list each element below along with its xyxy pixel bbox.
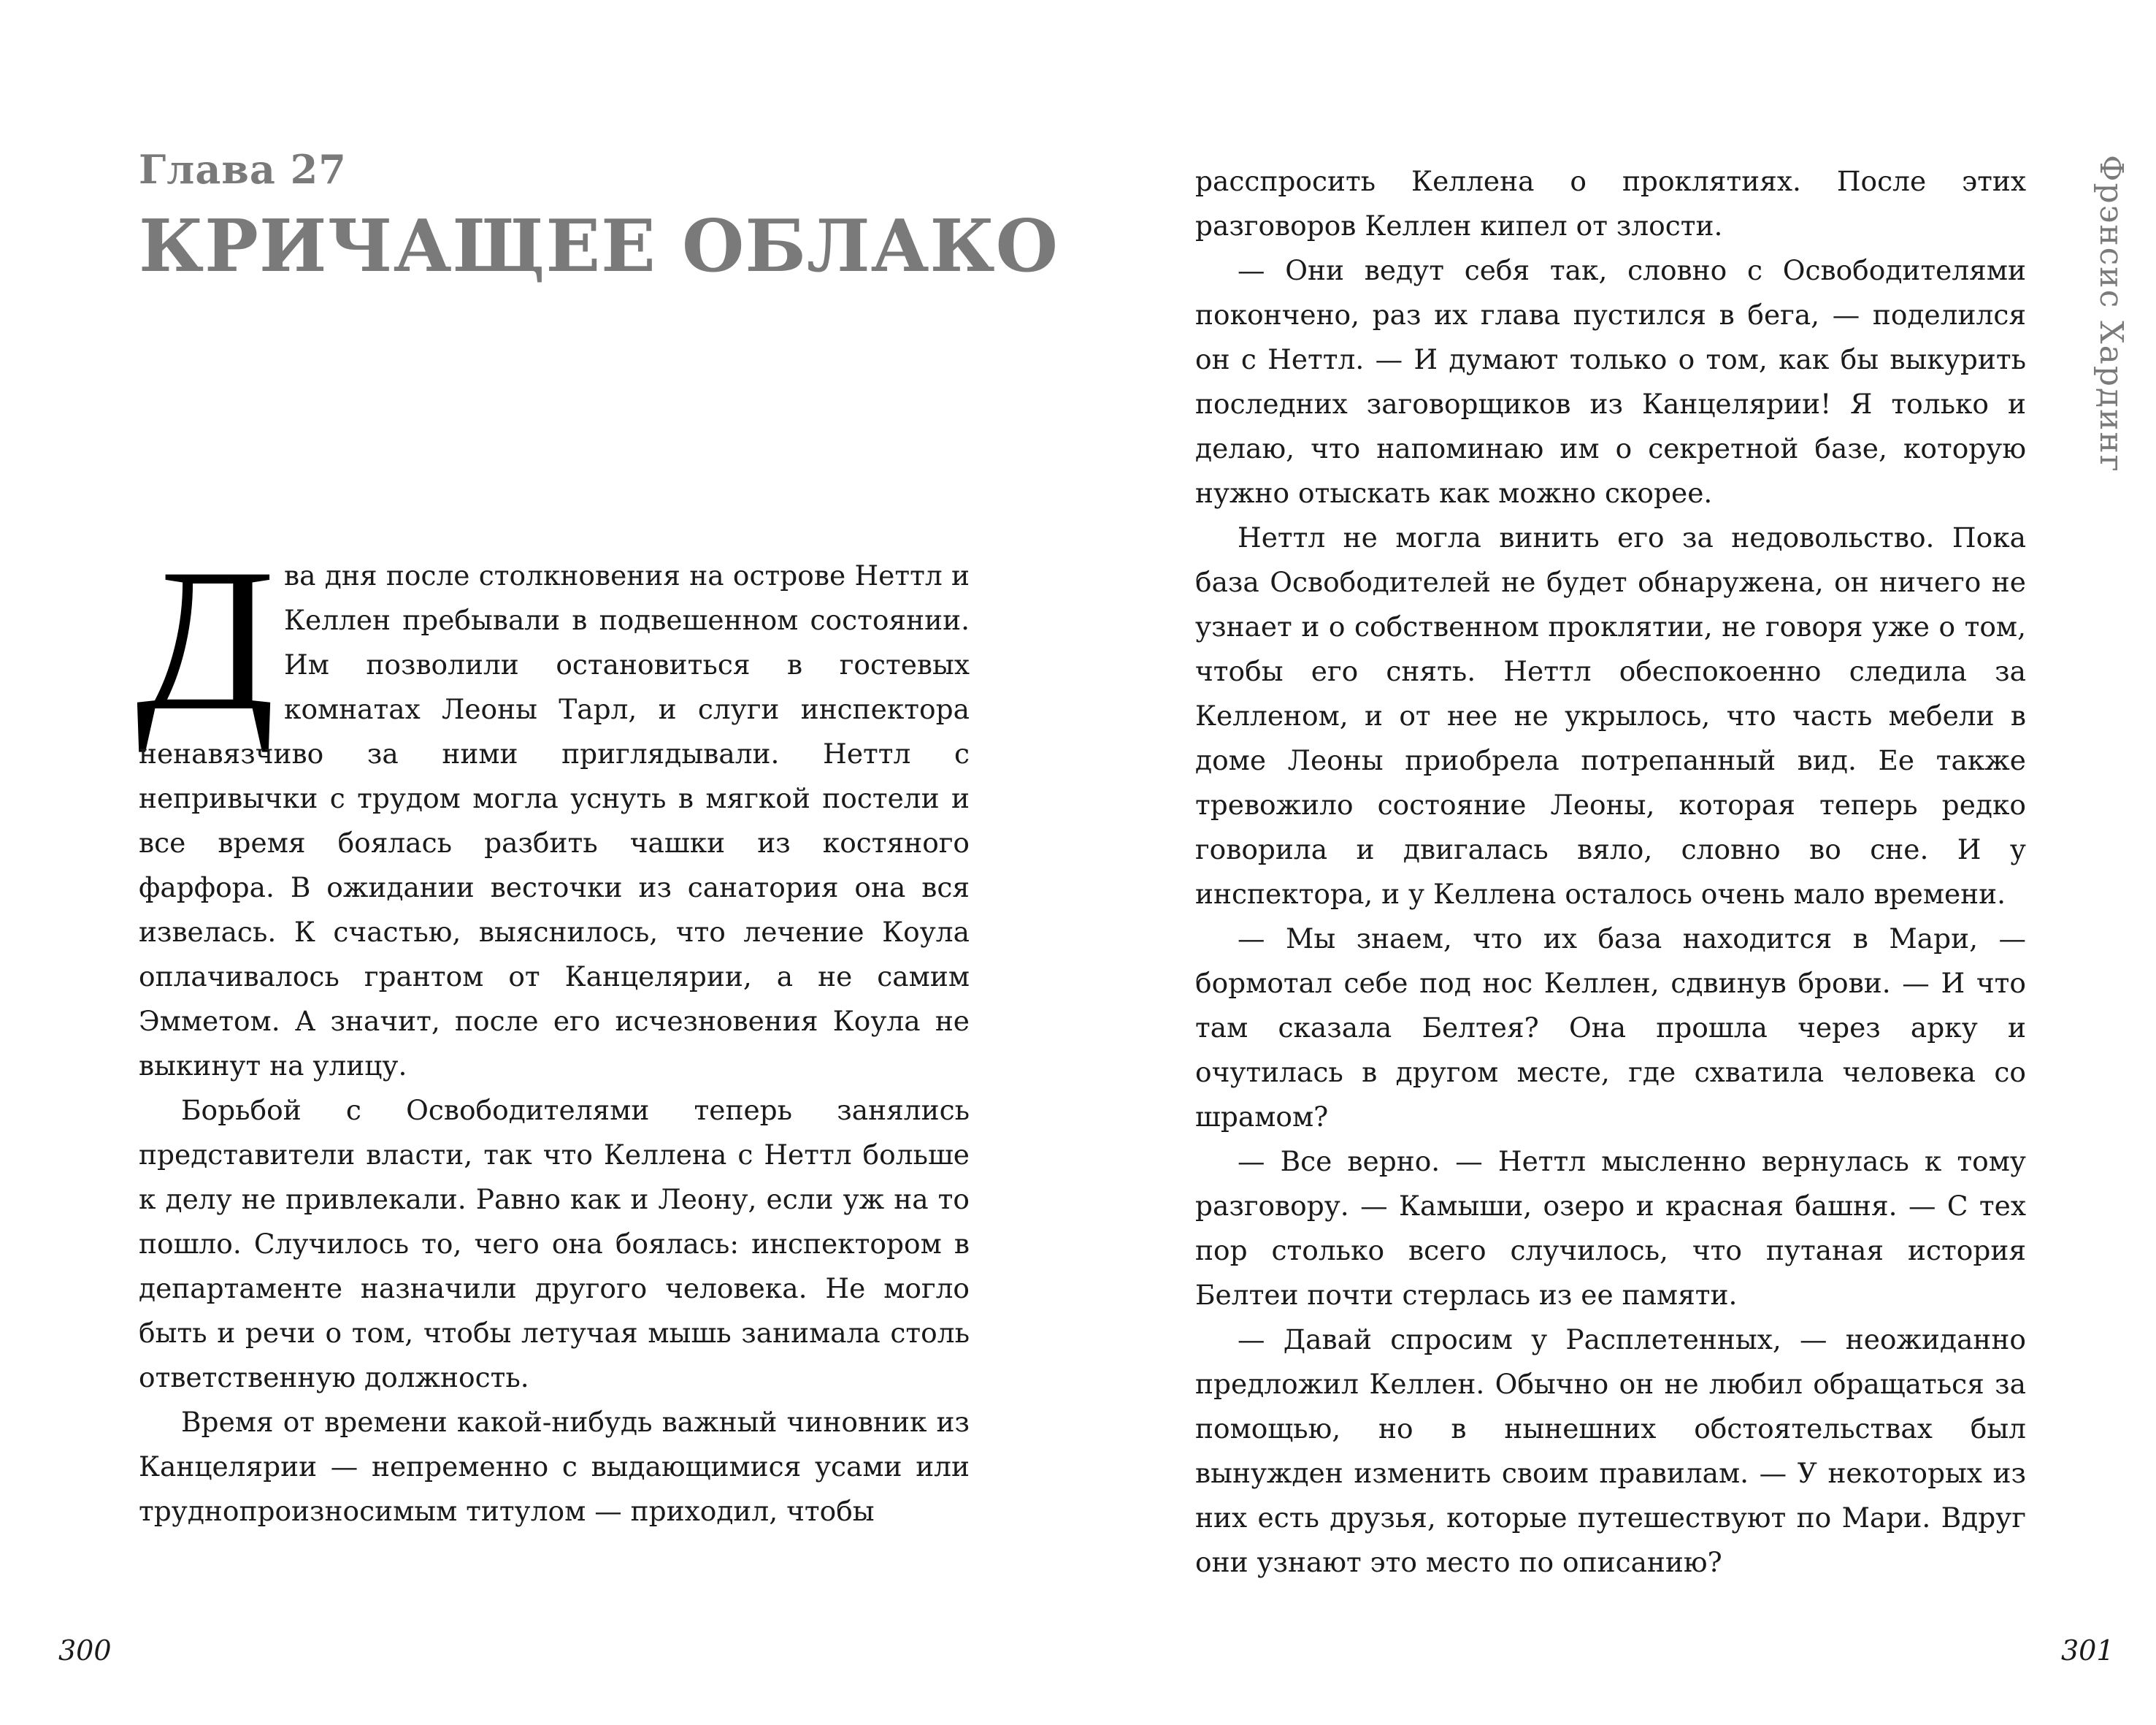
paragraph: Неттл не могла винить его за недовольство. Пока база Освободителей не будет обнаружена, он ничего не узнает и о собственном проклятии, не говоря уже о том, чтобы его снять. Неттл обеспокоенно следила за Келленом, и от нее не укрылось, что часть мебели в доме Леоны приобрела потрепанный вид. Ее также тревожило состояние Леоны, которая теперь редко говорила и двигалась вяло, словно во сне. И у инспектора, и у Келлена осталось очень мало времени. bbox=[1195, 521, 2026, 910]
paragraph-text: ва дня после столкновения на острове Неттл и Келлен пребывали в подвешенном состоянии. Им позволили остановиться в гостевых комнатах Леоны Тарл, и слуги инспектора ненавязчиво за ними приглядывали. Неттл с непривычки с трудом могла уснуть в мягкой постели и все время боялась разбить чашки из костяного фарфора. В ожидании весточки из санатория она вся извелась. К счастью, выяснилось, что лечение Коула оплачивалось грантом от Канцелярии, а не самим Эмметом. А значит, после его исчезновения Коула не выкинут на улицу. bbox=[139, 559, 970, 1082]
paragraph: Борьбой с Освободителями теперь занялись представители власти, так что Келлена с Неттл больше к делу не привлекали. Равно как и Леону, если уж на то пошло. Случилось то, чего она боялась: инспектором в департаменте назначили другого человека. Не могло быть и речи о том, чтобы летучая мышь занимала столь ответственную должность. bbox=[139, 1094, 970, 1393]
paragraph: — Они ведут себя так, словно с Освободителями покончено, раз их глава пустился в бега, — поделился он с Неттл. — И думают только о том, как бы выкурить последних заговорщиков из Канцелярии! Я только и делаю, что напоминаю им о секретной базе, которую нужно отыскать как можно скорее. bbox=[1195, 254, 2026, 509]
paragraph bbox=[136, 526, 970, 1088]
paragraph: — Давай спросим у Расплетенных, — неожиданно предложил Келлен. Обычно он не любил обращаться за помощью, но в нынешних обстоятельствах был вынужден изменить своим правилам. — У некоторых из них есть друзья, которые путешествуют по Мари. Вдруг они узнают это место по описанию? bbox=[1195, 1323, 2026, 1578]
right-page bbox=[1078, 0, 2156, 1725]
chapter-label: Глава 27 bbox=[139, 146, 347, 193]
left-body-text bbox=[136, 526, 970, 1534]
paragraph: Время от времени какой-нибудь важный чиновник из Канцелярии — непременно с выдающимися усами или труднопроизносимым титулом — приходил, чтобы bbox=[139, 1406, 970, 1527]
page-number-left: 300 bbox=[58, 1634, 112, 1667]
drop-cap: Д bbox=[136, 526, 275, 753]
running-head-author: Фрэнсис Хардинг bbox=[2092, 155, 2130, 473]
paragraph: расспросить Келлена о проклятиях. После этих разговоров Келлен кипел от злости. bbox=[1195, 165, 2026, 242]
page-number-right: 301 bbox=[2061, 1634, 2114, 1667]
paragraph: — Мы знаем, что их база находится в Мари, — бормотал себе под нос Келлен, сдвинув брови. — И что там сказала Белтея? Она прошла через арку и очутилась в другом месте, где схватила человека со шрамом? bbox=[1195, 922, 2026, 1133]
right-body-text bbox=[1195, 159, 2026, 1585]
chapter-title: КРИЧАЩЕЕ ОБЛАКО bbox=[139, 204, 1059, 288]
paragraph: — Все верно. — Неттл мысленно вернулась к тому разговору. — Камыши, озеро и красная башня. — С тех пор столько всего случилось, что путаная история Белтеи почти стерлась из ее памяти. bbox=[1195, 1145, 2026, 1311]
